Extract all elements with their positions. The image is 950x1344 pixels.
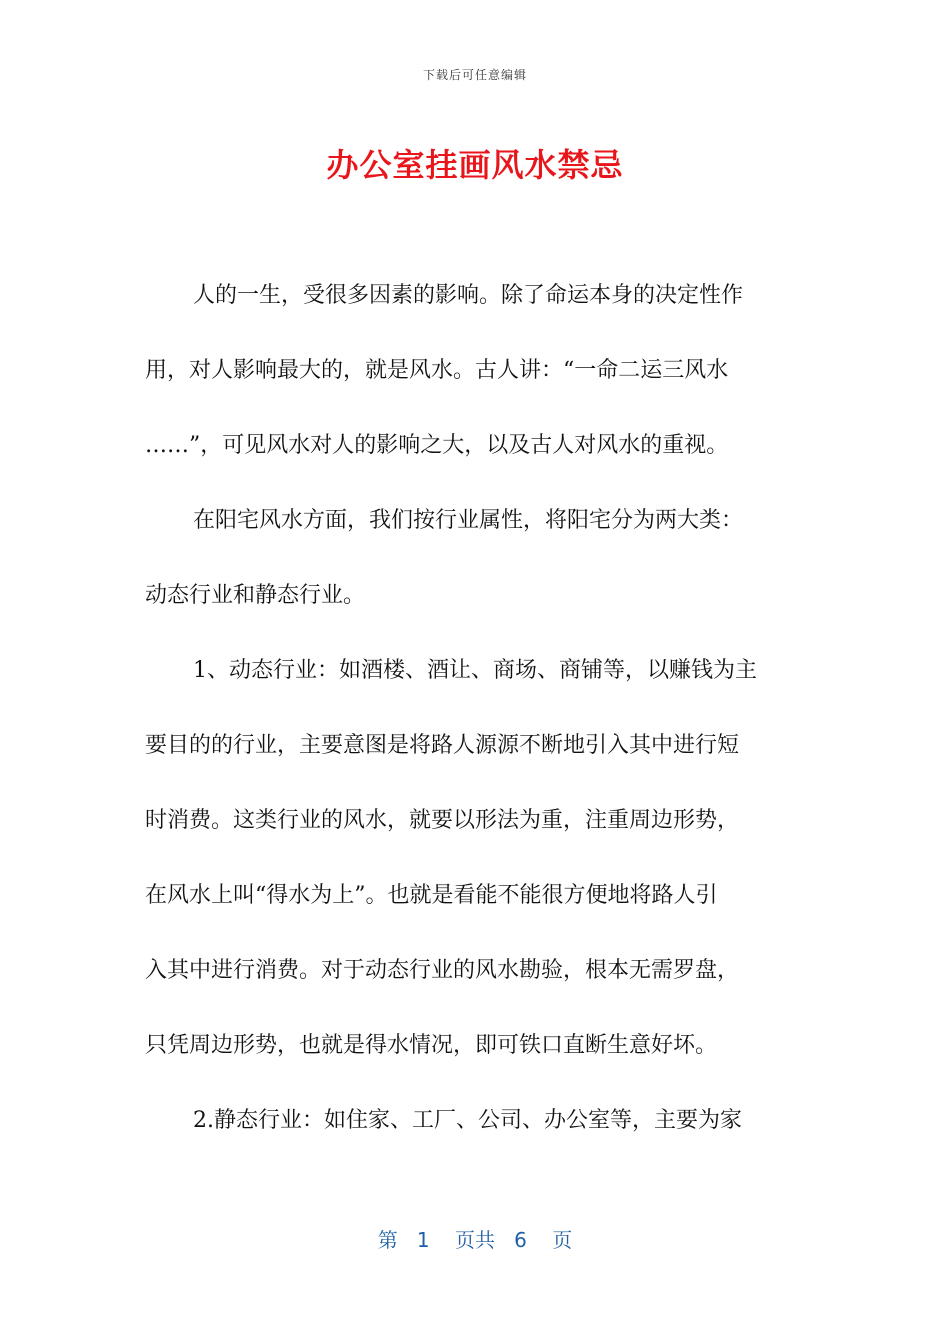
paragraph-line: ……”，可见风水对人的影响之大，以及古人对风水的重视。 xyxy=(145,433,729,458)
page-footer xyxy=(0,1224,950,1253)
total-pages-number: 6 xyxy=(514,1228,527,1252)
paragraph-line: 人的一生，受很多因素的影响。除了命运本身的决定性作 xyxy=(193,283,744,308)
footer-prefix: 第 xyxy=(377,1228,398,1252)
paragraph-line: 入其中进行消费。对于动态行业的风水勘验，根本无需罗盘， xyxy=(145,958,740,983)
document-body xyxy=(145,274,805,1174)
paragraph-line: 用，对人影响最大的，就是风水。古人讲：“一命二运三风水 xyxy=(145,358,729,383)
paragraph-line: 在阳宅风水方面，我们按行业属性，将阳宅分为两大类： xyxy=(193,508,744,533)
paragraph-line: 1、动态行业：如酒楼、酒让、商场、商铺等，以赚钱为主 xyxy=(193,658,757,683)
document-title: 办公室挂画风水禁忌 xyxy=(326,146,624,184)
footer-suffix: 页 xyxy=(552,1228,573,1252)
paragraph-line: 2.静态行业：如住家、工厂、公司、办公室等，主要为家 xyxy=(193,1108,742,1133)
paragraph-line: 要目的的行业，主要意图是将路人源源不断地引入其中进行短 xyxy=(145,733,740,758)
footer-middle: 页共 xyxy=(455,1228,495,1252)
header-note: 下载后可任意编辑 xyxy=(422,68,527,82)
paragraph-line: 在风水上叫“得水为上”。也就是看能不能很方便地将路人引 xyxy=(145,883,718,908)
paragraph-line: 只凭周边形势，也就是得水情况，即可铁口直断生意好坏。 xyxy=(145,1033,718,1058)
paragraph-line: 动态行业和静态行业。 xyxy=(145,583,366,608)
paragraph-line: 时消费。这类行业的风水，就要以形法为重，注重周边形势， xyxy=(145,808,740,833)
current-page-number: 1 xyxy=(416,1228,430,1252)
